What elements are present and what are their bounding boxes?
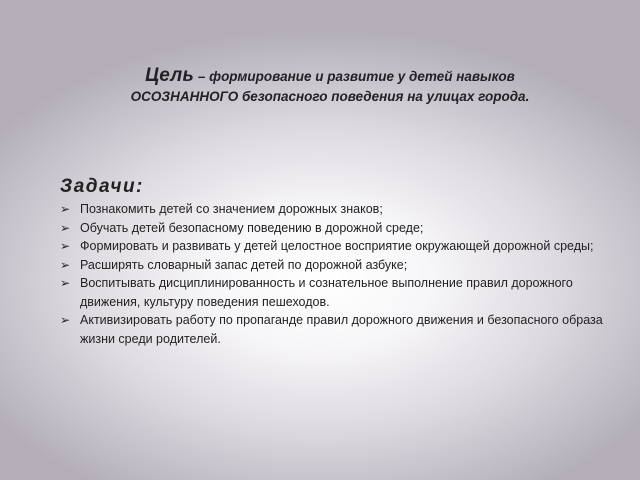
- list-item: [60, 200, 620, 219]
- arrow-bullet-icon: ➢: [60, 202, 71, 216]
- list-item: [60, 256, 620, 275]
- task-text: Расширять словарный запас детей по дорожной азбуке;: [80, 257, 408, 272]
- task-list: [60, 200, 620, 348]
- task-text: Познакомить детей со значением дорожных знаков;: [80, 202, 383, 216]
- goal-label: Цель: [145, 65, 195, 86]
- arrow-bullet-icon: ➢: [60, 257, 71, 272]
- task-text: Обучать детей безопасному поведению в дорожной среде;: [80, 220, 424, 235]
- task-text: Формировать и развивать у детей целостное восприятие окружающей дорожной среды;: [80, 239, 594, 253]
- list-item: [60, 274, 620, 311]
- tasks-section: [60, 176, 620, 348]
- list-item: [60, 219, 620, 238]
- task-text: Активизировать работу по пропаганде правил дорожного движения и безопасного образа жизни среди родителей.: [80, 313, 603, 346]
- tasks-heading: Задачи:: [60, 176, 144, 197]
- task-text: Воспитывать дисциплинированность и сознательное выполнение правил дорожного движения, культуру поведения пешеходов.: [80, 276, 573, 309]
- goal-statement: [60, 66, 600, 107]
- arrow-bullet-icon: ➢: [60, 276, 71, 290]
- list-item: [60, 237, 620, 256]
- arrow-bullet-icon: ➢: [60, 239, 71, 253]
- list-item: [60, 311, 620, 348]
- arrow-bullet-icon: ➢: [60, 313, 71, 327]
- goal-text-line1: – формирование и развитие у детей навыков: [194, 69, 515, 84]
- goal-text-line2: ОСОЗНАННОГО безопасного поведения на улицах города.: [130, 89, 530, 104]
- arrow-bullet-icon: ➢: [60, 220, 71, 235]
